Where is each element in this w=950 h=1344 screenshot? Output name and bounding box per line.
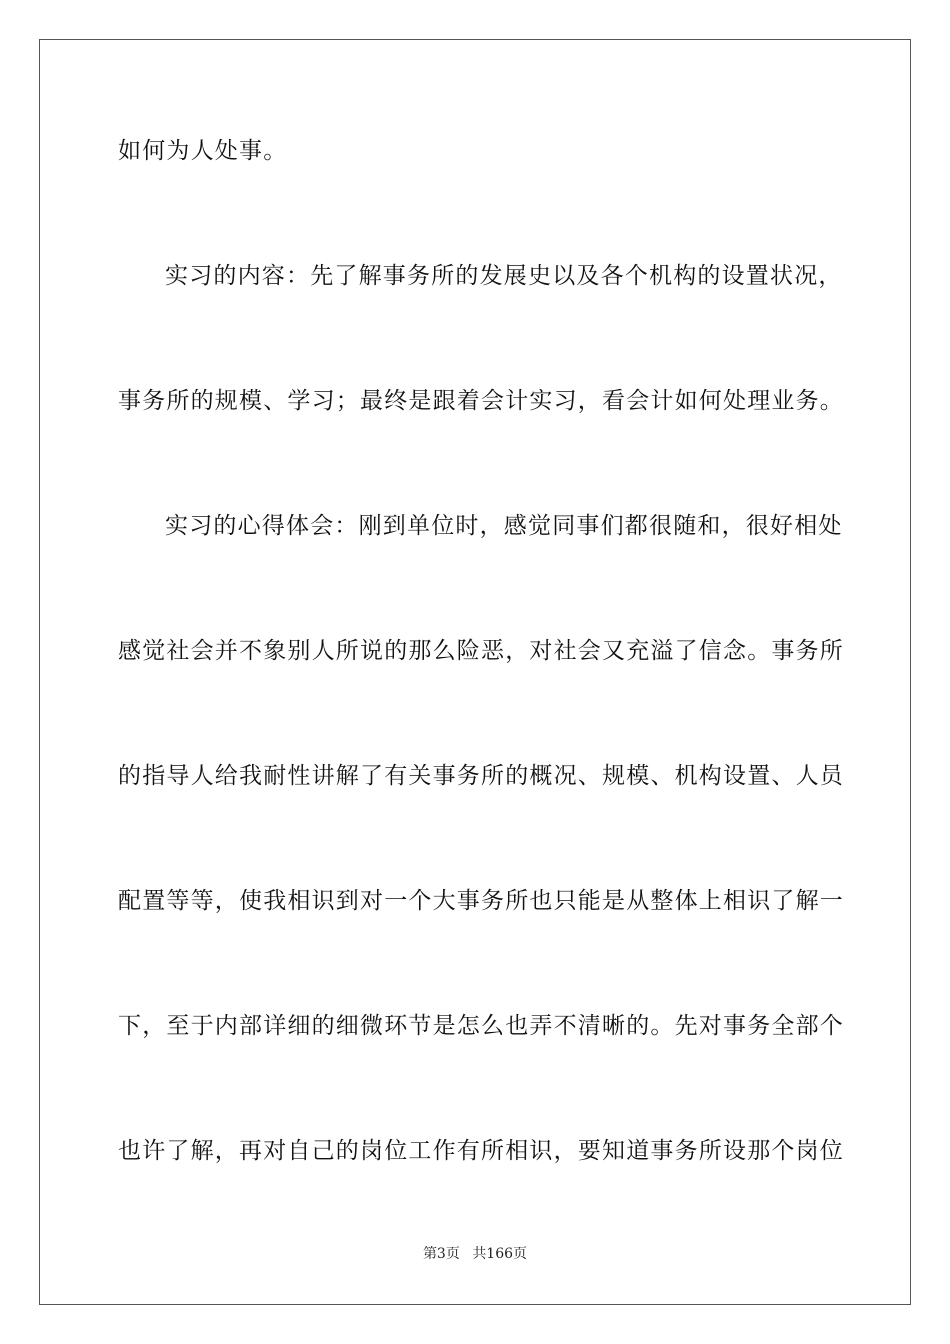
text-line-1: 如何为人处事。 — [118, 138, 288, 164]
text-line-2: 实习的内容：先了解事务所的发展史以及各个机构的设置状况， — [165, 263, 843, 289]
text-line-4: 实习的心得体会：刚到单位时，感觉同事们都很随和，很好相处 — [165, 513, 843, 539]
text-line-9: 也许了解，再对自己的岗位工作有所相识，要知道事务所设那个岗位 — [118, 1138, 844, 1164]
text-line-7: 配置等等，使我相识到对一个大事务所也只能是从整体上相识了解一 — [118, 888, 844, 914]
page-border — [39, 39, 911, 1305]
page-number: 第3页 — [422, 1246, 460, 1262]
text-line-3: 事务所的规模、学习；最终是跟着会计实习，看会计如何处理业务。 — [118, 388, 844, 414]
text-line-6: 的指导人给我耐性讲解了有关事务所的概况、规模、机构设置、人员 — [118, 763, 844, 789]
text-line-5: 感觉社会并不象别人所说的那么险恶，对社会又充溢了信念。事务所 — [118, 638, 844, 664]
page-total: 共166页 — [472, 1246, 528, 1262]
page-footer — [0, 1245, 950, 1263]
text-line-8: 下，至于内部详细的细微环节是怎么也弄不清晰的。先对事务全部个 — [118, 1013, 844, 1039]
